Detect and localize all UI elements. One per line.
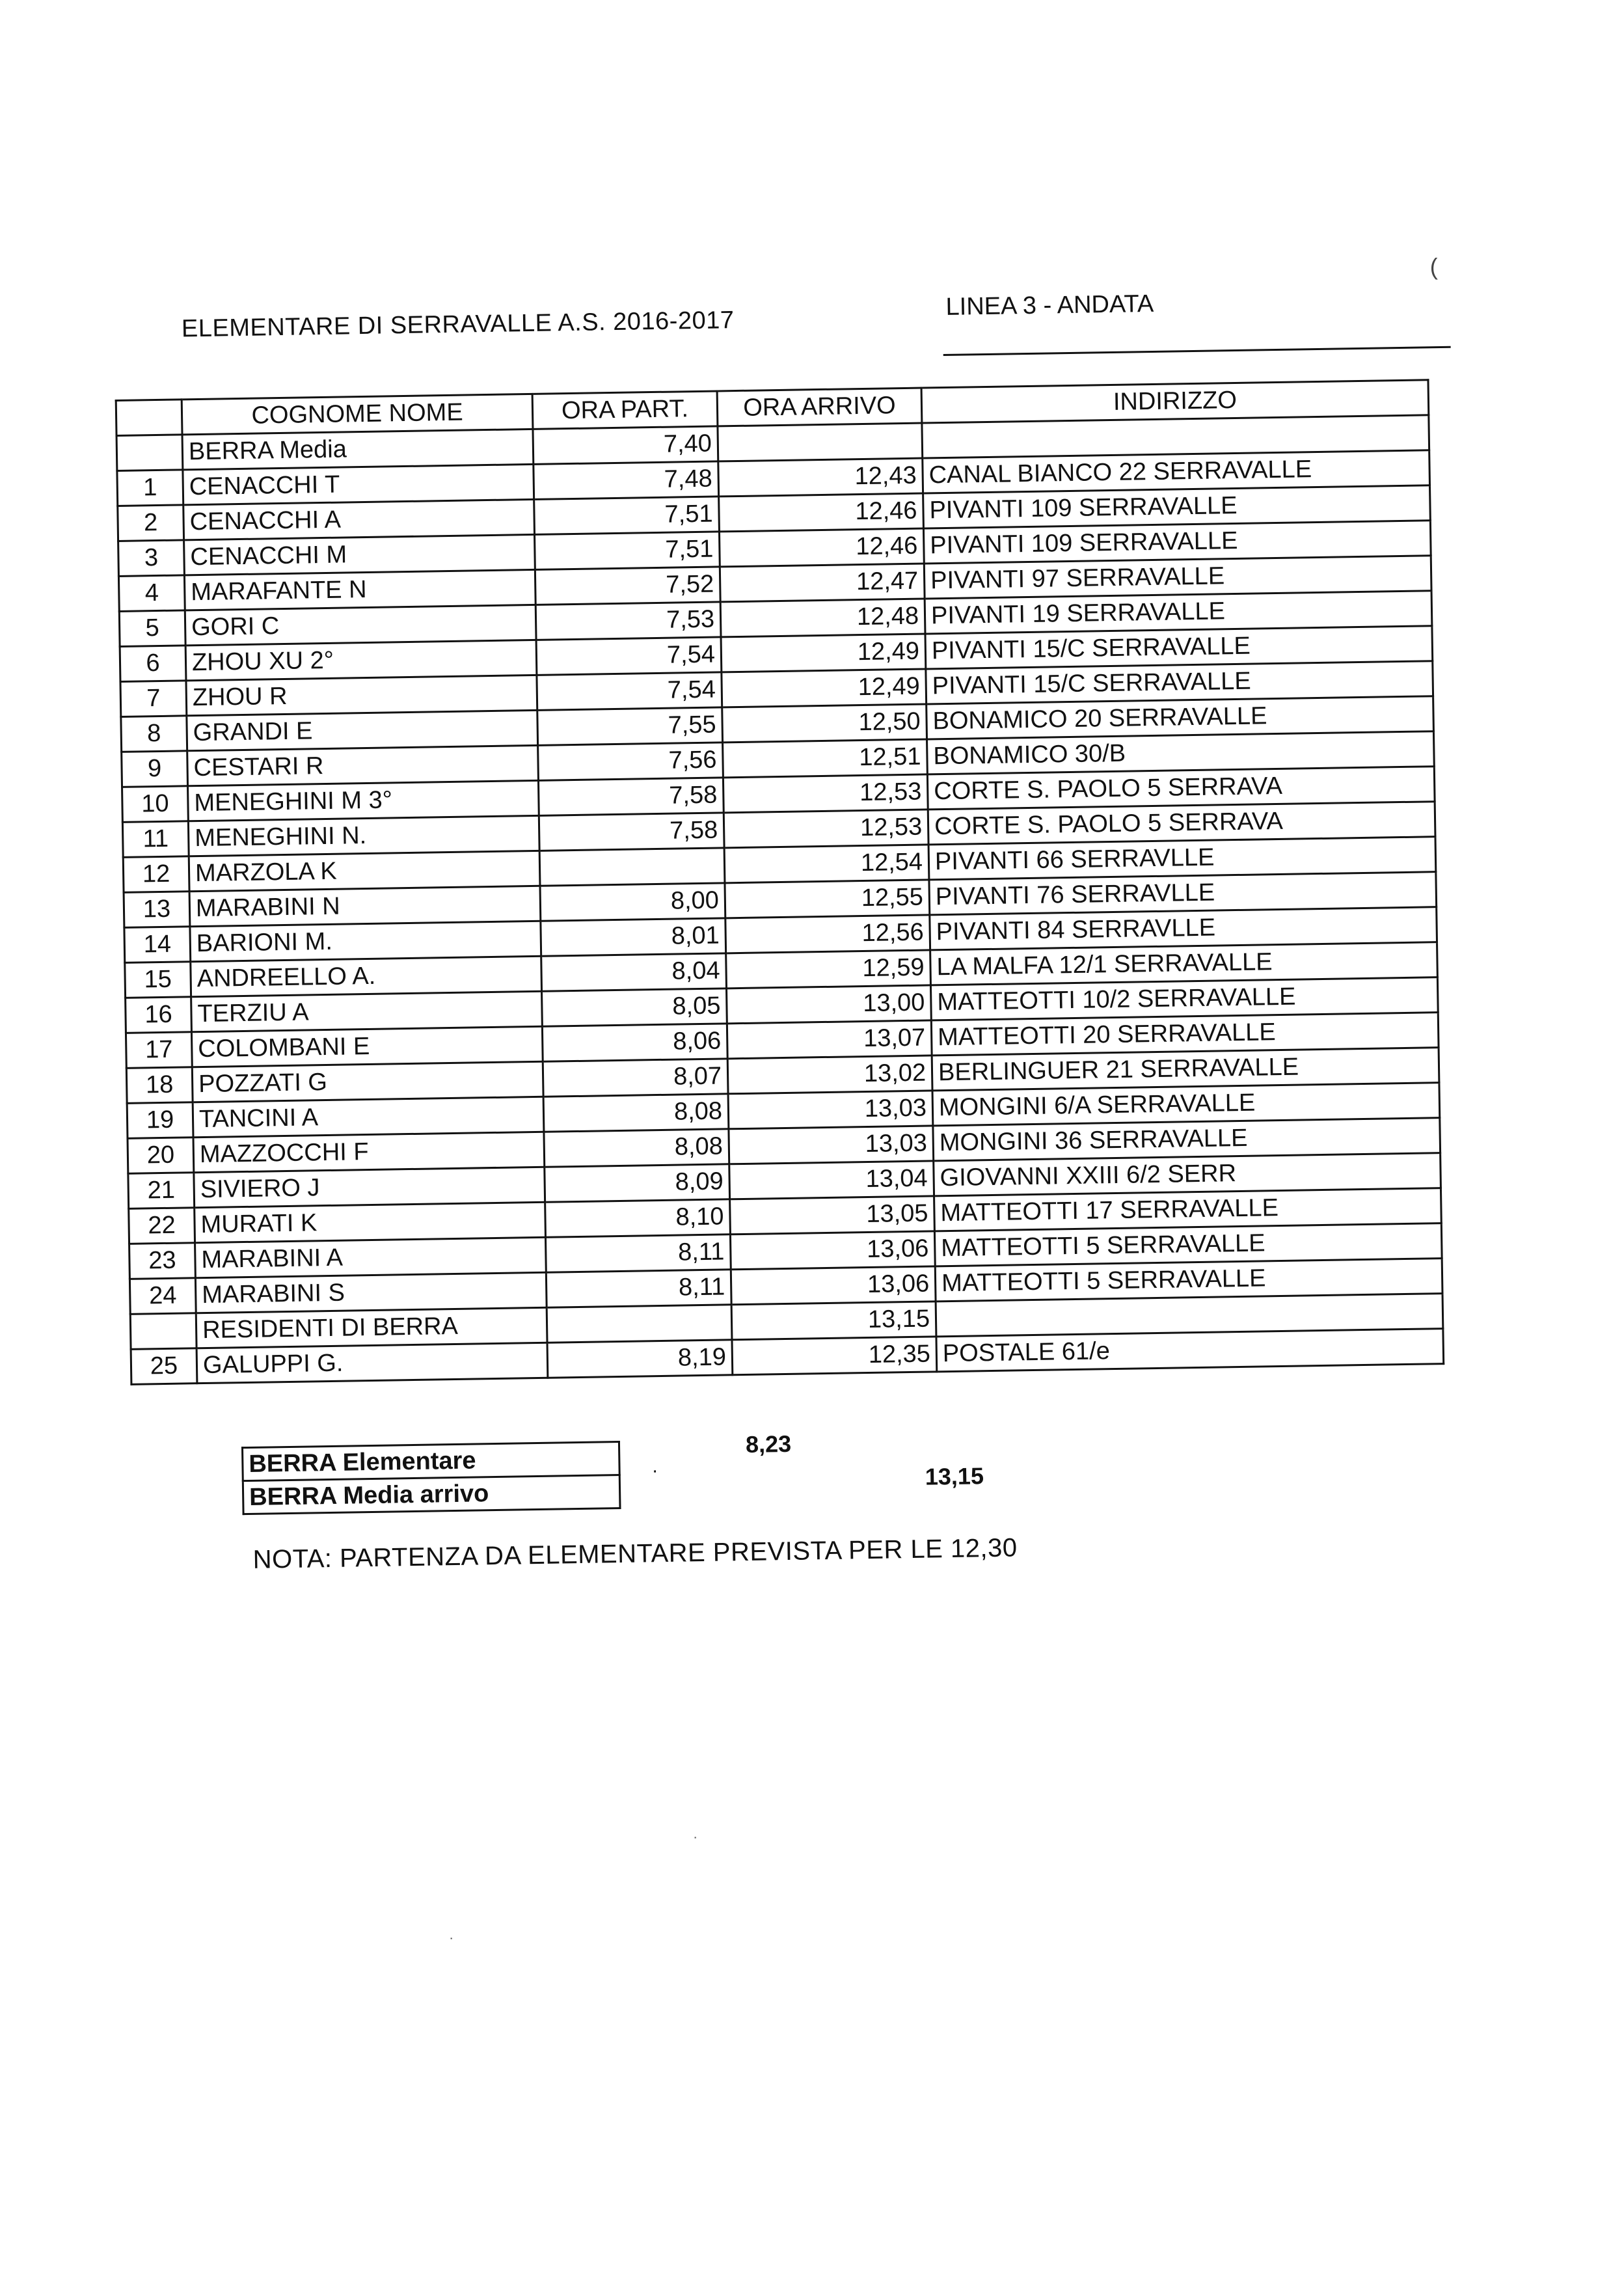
row-address: MATTEOTTI 5 SERRAVALLE	[934, 1223, 1442, 1266]
row-address: MATTEOTTI 5 SERRAVALLE	[935, 1259, 1442, 1302]
row-name: ZHOU XU 2°	[185, 640, 537, 680]
row-name: MARABINI A	[195, 1237, 547, 1277]
row-address: PIVANTI 15/C SERRAVALLE	[926, 661, 1433, 704]
row-arrival: 13,00	[726, 985, 931, 1024]
footer-media-label: BERRA Media arrivo	[243, 1475, 620, 1514]
row-address: PIVANTI 109 SERRAVALLE	[923, 521, 1431, 564]
row-name: CENACCHI T	[183, 464, 534, 504]
row-arrival: 13,06	[731, 1266, 936, 1305]
row-num: 2	[118, 505, 184, 541]
row-arrival: 12,47	[720, 564, 925, 602]
row-name: SIVIERO J	[194, 1167, 545, 1207]
residents-arrival: 13,15	[731, 1302, 936, 1340]
row-address: GIOVANNI XXIII 6/2 SERR	[934, 1153, 1441, 1196]
row-departure: 8,05	[542, 989, 727, 1026]
row-num	[116, 435, 183, 471]
speck: ·	[651, 1460, 658, 1482]
row-departure: 8,10	[545, 1199, 731, 1237]
row-num	[130, 1313, 196, 1350]
row-departure: 8,01	[541, 918, 726, 956]
row-arrival: 12,49	[721, 634, 926, 672]
row-address: CANAL BIANCO 22 SERRAVALLE	[923, 450, 1430, 493]
row-arrival: 12,46	[719, 528, 924, 567]
row-num: 9	[122, 751, 188, 787]
footer-elementare-time: 8,23	[745, 1430, 792, 1458]
row-arrival: 13,07	[727, 1020, 932, 1059]
header-arrival: ORA ARRIVO	[717, 388, 922, 426]
row-address: PIVANTI 19 SERRAVALLE	[925, 591, 1432, 634]
row-departure: 8,07	[543, 1059, 728, 1097]
row-num: 15	[125, 962, 191, 998]
row-departure: 8,09	[545, 1164, 730, 1202]
row-arrival: 12,43	[718, 458, 923, 497]
row-departure: 8,00	[540, 883, 725, 921]
row-name: MURATI K	[195, 1202, 546, 1242]
row-num: 5	[119, 610, 185, 647]
row-arrival: 13,02	[727, 1056, 932, 1094]
header-rule	[943, 346, 1451, 356]
row-departure: 7,56	[538, 743, 724, 780]
row-arrival: 13,06	[730, 1231, 935, 1270]
row-departure: 8,19	[547, 1340, 733, 1378]
row-num: 19	[127, 1102, 193, 1139]
row-num: 8	[121, 716, 187, 752]
schedule-body	[116, 415, 1444, 1385]
row-arrival: 12,53	[724, 810, 928, 848]
row-name: GORI C	[185, 605, 536, 645]
row-name: ANDREELLO A.	[191, 956, 542, 996]
row-departure: 7,54	[537, 672, 722, 710]
row-departure: 8,04	[541, 953, 727, 991]
row-address: MATTEOTTI 17 SERRAVALLE	[934, 1188, 1442, 1231]
row-departure: 8,11	[546, 1270, 731, 1307]
row-address: BONAMICO 20 SERRAVALLE	[927, 696, 1434, 739]
row-name: POZZATI G	[192, 1061, 543, 1102]
row-arrival: 13,03	[728, 1091, 933, 1129]
schedule-table	[115, 379, 1445, 1385]
row-departure: 7,52	[535, 567, 720, 605]
header-num	[116, 400, 182, 436]
row-arrival: 12,35	[732, 1337, 937, 1375]
footer-row-elementare	[242, 1442, 619, 1481]
row-address: PIVANTI 84 SERRAVLLE	[930, 907, 1437, 950]
row-arrival: 12,48	[720, 599, 925, 637]
row-arrival: 12,50	[722, 704, 927, 743]
row-arrival: 12,51	[723, 739, 928, 778]
row-name: BARIONI M.	[190, 921, 541, 961]
row-arrival: 12,54	[724, 845, 929, 883]
footer-box	[241, 1441, 621, 1515]
row-arrival: 13,05	[730, 1196, 935, 1234]
row-address: PIVANTI 109 SERRAVALLE	[923, 485, 1431, 528]
row-num: 3	[118, 540, 185, 577]
row-departure: 7,51	[535, 532, 720, 569]
row-name: BERRA Media	[182, 429, 534, 469]
row-arrival: 12,49	[722, 669, 927, 707]
row-departure: 8,08	[543, 1094, 729, 1132]
row-name: GALUPPI G.	[196, 1343, 548, 1383]
row-departure: 7,53	[535, 602, 721, 640]
row-name: MARABINI N	[189, 886, 541, 926]
row-address: CORTE S. PAOLO 5 SERRAVA	[927, 767, 1435, 810]
row-departure: 8,06	[542, 1024, 727, 1061]
row-address: POSTALE 61/e	[936, 1329, 1444, 1372]
row-num: 11	[122, 821, 189, 858]
row-address: MONGINI 6/A SERRAVALLE	[932, 1083, 1440, 1126]
row-num: 13	[124, 892, 190, 928]
document-title: ELEMENTARE DI SERRAVALLE A.S. 2016-2017	[181, 307, 735, 343]
header-name: COGNOME NOME	[182, 394, 533, 434]
row-departure	[539, 848, 725, 886]
row-name: MENEGHINI N.	[188, 815, 539, 856]
row-num: 7	[120, 681, 187, 717]
row-arrival	[718, 423, 923, 461]
row-address: MATTEOTTI 10/2 SERRAVALLE	[930, 977, 1438, 1020]
row-address: LA MALFA 12/1 SERRAVALLE	[930, 942, 1438, 985]
row-address: BONAMICO 30/B	[927, 731, 1435, 774]
line-label: LINEA 3 - ANDATA	[945, 290, 1154, 321]
header-address: INDIRIZZO	[921, 380, 1429, 423]
row-num: 21	[128, 1173, 195, 1209]
row-departure: 7,55	[537, 707, 723, 745]
row-name: MARAFANTE N	[184, 569, 535, 610]
row-name: COLOMBANI E	[191, 1026, 543, 1067]
row-arrival: 12,46	[719, 493, 924, 532]
row-address: PIVANTI 66 SERRAVLLE	[928, 837, 1436, 880]
row-name: TERZIU A	[191, 991, 543, 1031]
row-name: TANCINI A	[193, 1097, 544, 1137]
row-num: 6	[120, 646, 186, 682]
row-num: 16	[126, 997, 192, 1033]
row-departure: 7,54	[536, 637, 722, 675]
row-num: 1	[117, 470, 183, 506]
row-num: 17	[126, 1032, 192, 1069]
row-arrival: 12,56	[725, 915, 930, 953]
row-num: 14	[124, 927, 191, 963]
row-name: CESTARI R	[187, 745, 539, 785]
row-departure	[547, 1305, 732, 1343]
row-num: 20	[128, 1138, 194, 1174]
row-arrival: 12,55	[725, 880, 930, 918]
row-departure: 7,58	[539, 813, 724, 851]
row-departure: 8,08	[544, 1129, 729, 1167]
row-num: 25	[131, 1348, 197, 1385]
row-name: GRANDI E	[187, 710, 538, 750]
row-num: 4	[118, 575, 185, 612]
row-arrival: 12,59	[726, 950, 931, 989]
row-departure: 8,11	[545, 1234, 731, 1272]
row-num: 10	[122, 786, 189, 823]
row-departure: 7,48	[534, 461, 719, 499]
row-num: 18	[126, 1067, 193, 1104]
row-num: 24	[129, 1278, 196, 1315]
row-arrival: 12,53	[723, 774, 928, 813]
row-departure: 7,40	[533, 426, 718, 464]
row-address: MATTEOTTI 20 SERRAVALLE	[931, 1013, 1439, 1056]
row-name: MAZZOCCHI F	[193, 1132, 545, 1172]
footer-media-time: 13,15	[925, 1462, 984, 1490]
row-arrival: 13,04	[729, 1161, 934, 1199]
row-address: MONGINI 36 SERRAVALLE	[933, 1118, 1441, 1161]
row-name: CENACCHI M	[184, 534, 535, 575]
row-name: ZHOU R	[186, 675, 537, 715]
row-address: BERLINGUER 21 SERRAVALLE	[932, 1048, 1439, 1091]
row-num: 22	[129, 1208, 195, 1244]
row-departure: 7,51	[534, 497, 720, 534]
row-address: CORTE S. PAOLO 5 SERRAVA	[928, 802, 1435, 845]
row-address: PIVANTI 15/C SERRAVALLE	[925, 626, 1433, 669]
header-departure: ORA PART.	[532, 391, 718, 429]
row-name: MARZOLA K	[189, 851, 540, 891]
row-address: PIVANTI 76 SERRAVLLE	[929, 872, 1437, 915]
row-name: MENEGHINI M 3°	[188, 780, 539, 821]
note-text: NOTA: PARTENZA DA ELEMENTARE PREVISTA PER LE 12,30	[252, 1533, 1018, 1574]
row-name: MARABINI S	[195, 1272, 547, 1313]
speck: ·	[693, 1829, 698, 1845]
row-num: 23	[129, 1243, 196, 1279]
footer-row-media	[243, 1475, 620, 1514]
row-arrival: 13,03	[729, 1126, 934, 1164]
footer-elementare-label: BERRA Elementare	[242, 1442, 619, 1481]
corner-mark: (	[1429, 253, 1439, 280]
row-num: 12	[123, 856, 189, 893]
speck: ·	[449, 1929, 454, 1946]
row-name: CENACCHI A	[183, 499, 535, 539]
row-departure: 7,58	[538, 778, 724, 815]
residents-label: RESIDENTI DI BERRA	[196, 1307, 547, 1348]
row-address: PIVANTI 97 SERRAVALLE	[924, 556, 1431, 599]
